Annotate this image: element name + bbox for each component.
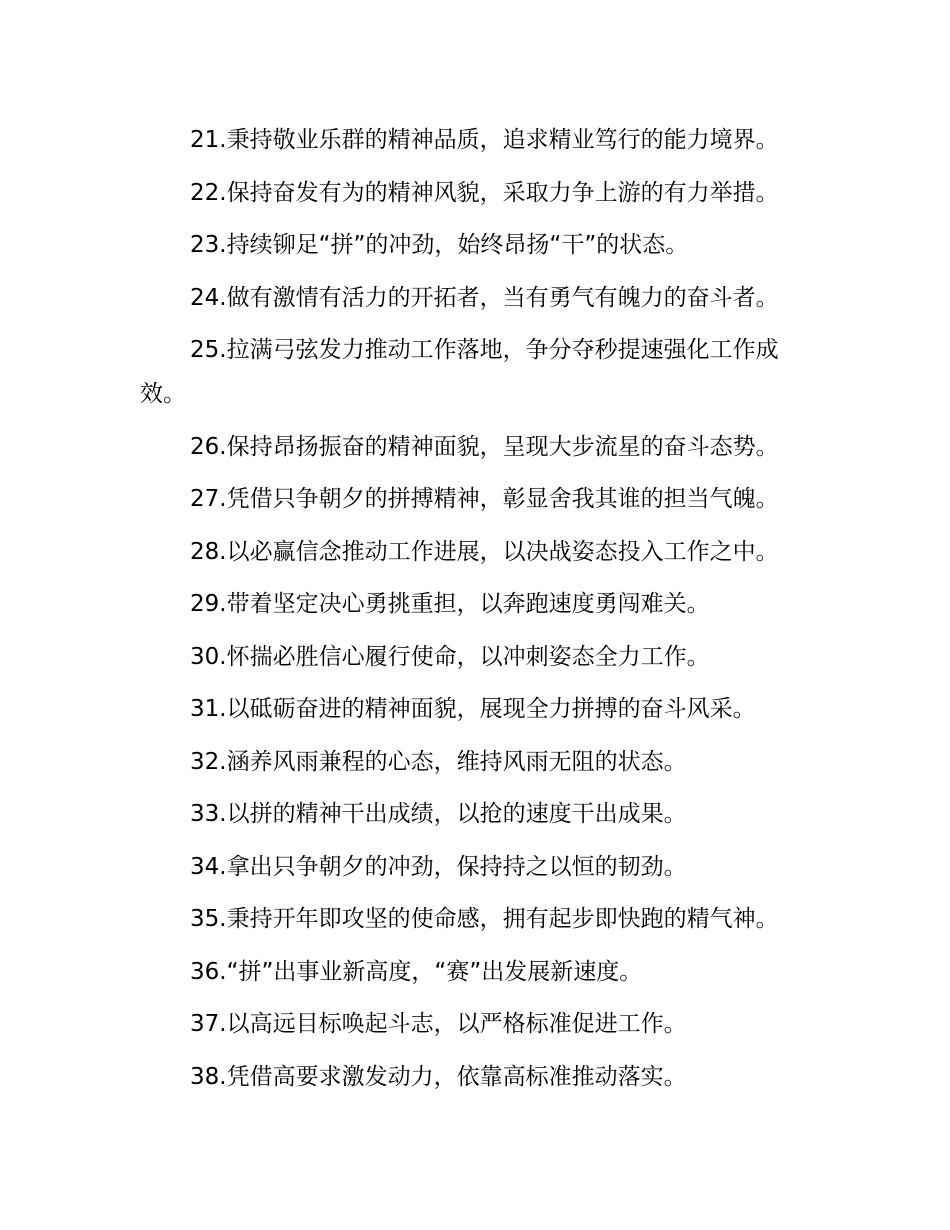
paragraph-30: 30.怀揣必胜信心履行使命，以冲刺姿态全力工作。 [190,643,710,670]
paragraph-32: 32.涵养风雨兼程的心态，维持风雨无阻的状态。 [190,748,687,775]
document-body [140,114,820,1103]
paragraph-24: 24.做有激情有活力的开拓者，当有勇气有魄力的奋斗者。 [190,284,779,311]
paragraph-25: 25.拉满弓弦发力推动工作落地，争分夺秒提速强化工作成效。 [140,337,779,407]
paragraph-36: 36.“拼”出事业新高度，“赛”出发展新速度。 [190,958,643,985]
paragraph-21: 21.秉持敬业乐群的精神品质，追求精业笃行的能力境界。 [190,127,779,153]
paragraph-27: 27.凭借只争朝夕的拼搏精神，彰显舍我其谁的担当气魄。 [190,486,779,512]
paragraph-31: 31.以砥砺奋进的精神面貌，展现全力拼搏的奋斗风采。 [190,696,756,722]
paragraph-34: 34.拿出只争朝夕的冲劲，保持持之以恒的韧劲。 [190,853,687,880]
paragraph-37: 37.以高远目标唤起斗志，以严格标准促进工作。 [190,1011,687,1037]
paragraph-33: 33.以拼的精神干出成绩，以抢的速度干出成果。 [190,801,687,827]
paragraph-35: 35.秉持开年即攻坚的使命感，拥有起步即快跑的精气神。 [190,906,779,932]
paragraph-38: 38.凭借高要求激发动力，依靠高标准推动落实。 [190,1063,687,1090]
paragraph-26: 26.保持昂扬振奋的精神面貌，呈现大步流星的奋斗态势。 [190,433,779,460]
paragraph-22: 22.保持奋发有为的精神风貌，采取力争上游的有力举措。 [190,179,779,206]
paragraph-28: 28.以必赢信念推动工作进展，以决战姿态投入工作之中。 [190,538,779,565]
paragraph-23: 23.持续铆足“拼”的冲劲，始终昂扬“干”的状态。 [190,232,689,258]
paragraph-29: 29.带着坚定决心勇挑重担，以奔跑速度勇闯难关。 [190,591,710,617]
